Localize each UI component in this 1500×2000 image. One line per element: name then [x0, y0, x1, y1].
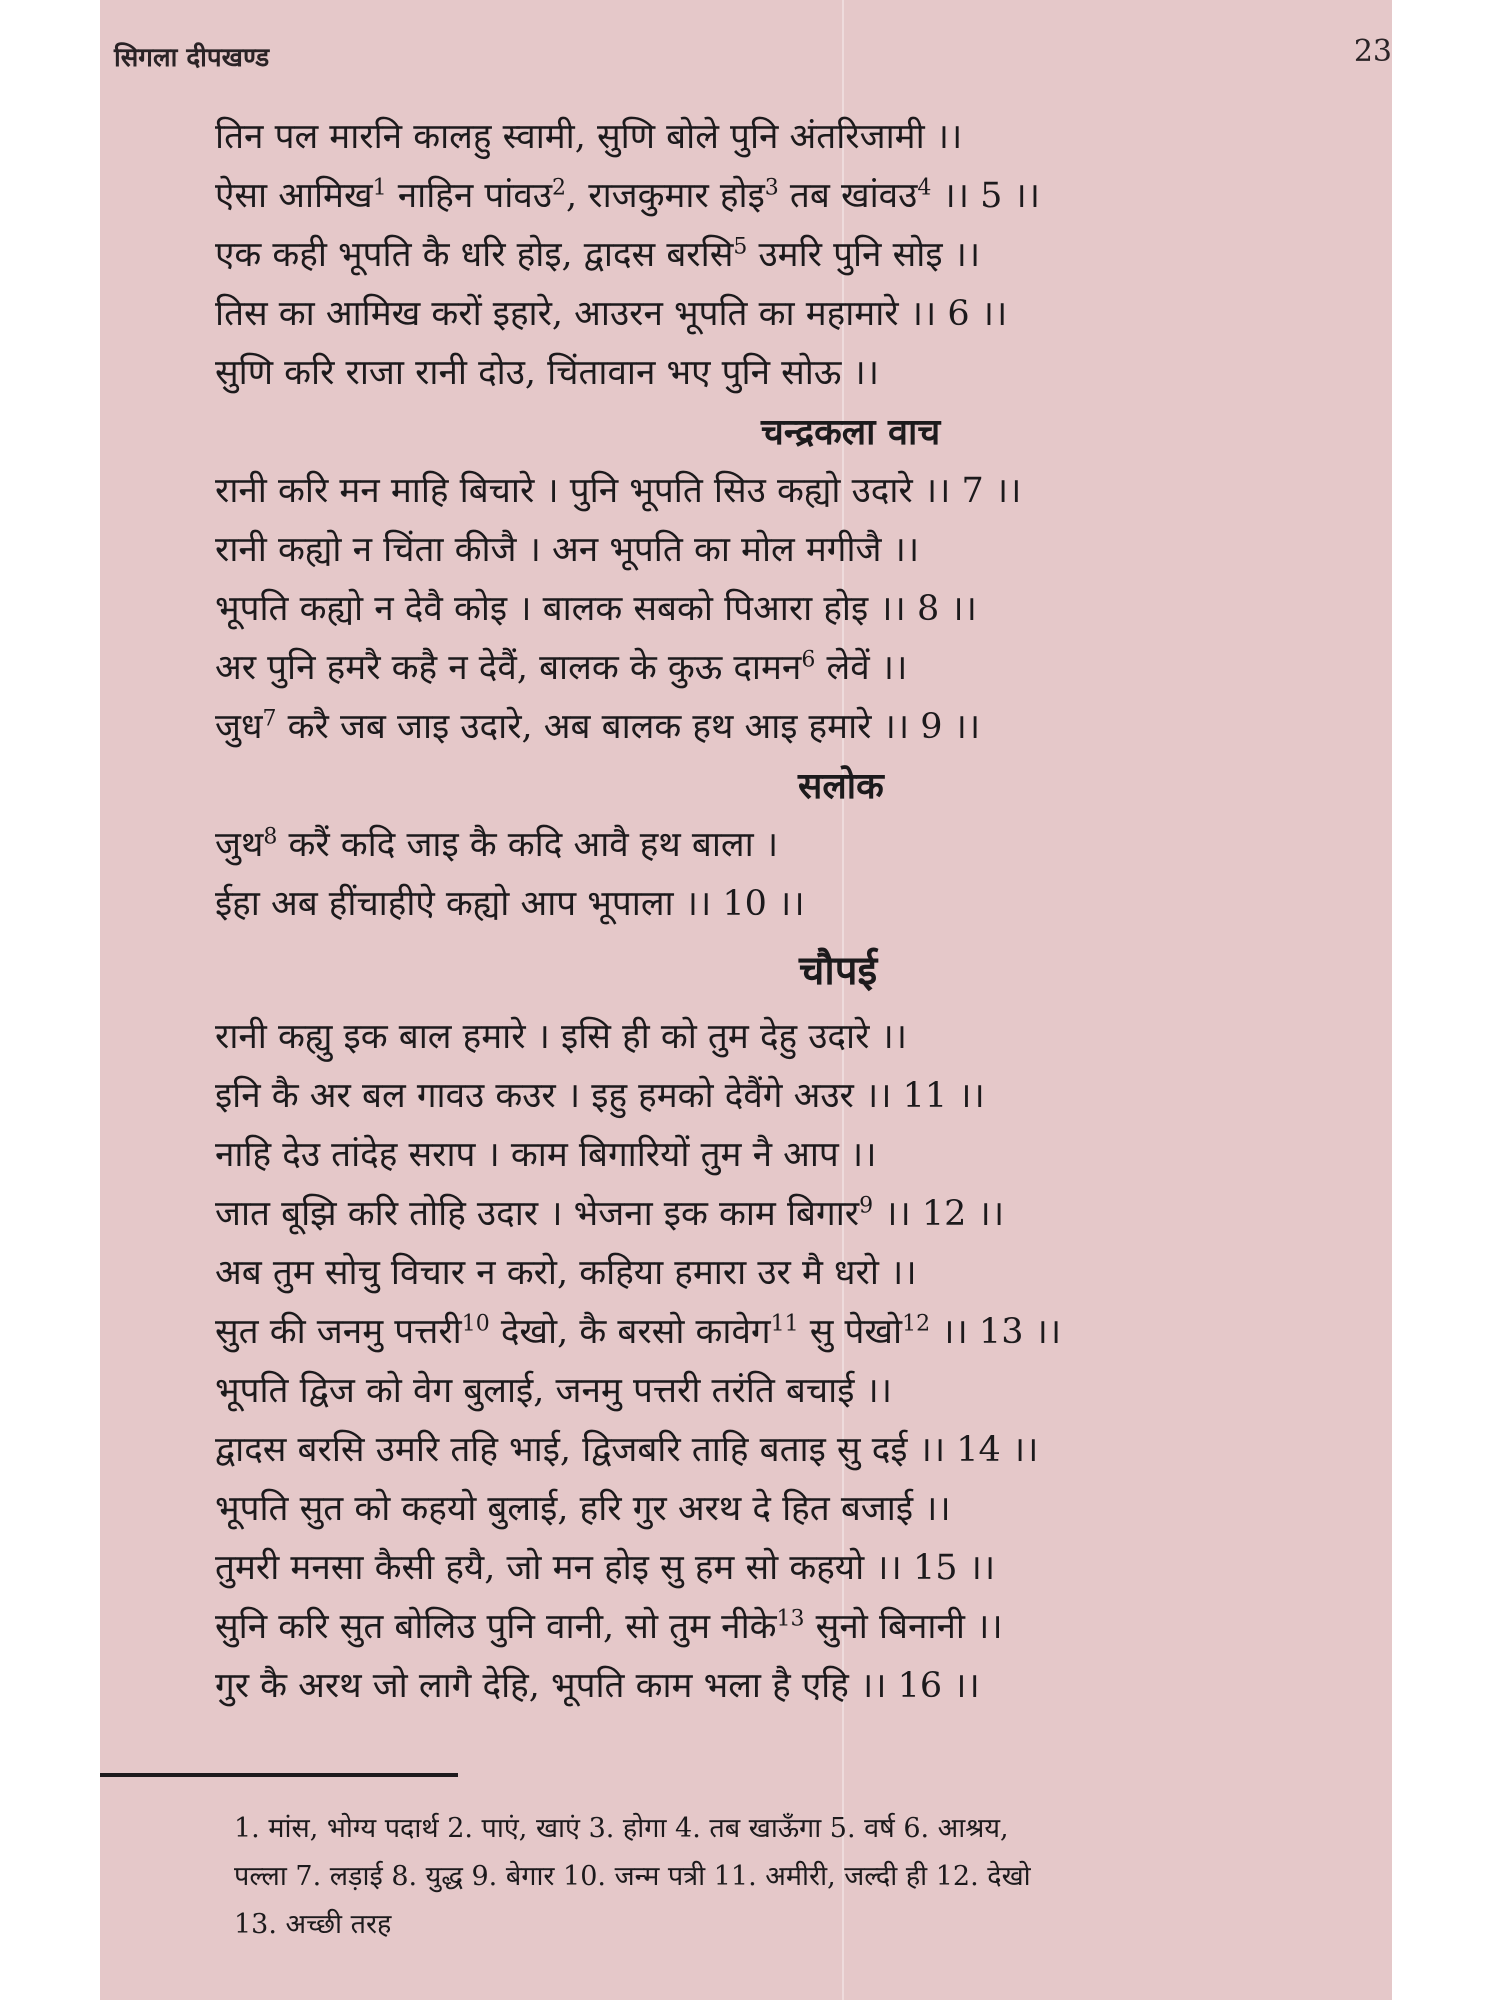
section-heading-chandrakala: चन्द्रकला वाच [761, 411, 941, 453]
footnote-marker: 4 [917, 175, 932, 201]
verse-line: रानी कह्यो न चिंता कीजै । अन भूपति का मोल मगीजै ।। [215, 530, 920, 570]
verse-line: नाहि देउ तांदेह सराप । काम बिगारियों तुम नै आप ।। [215, 1135, 877, 1175]
verse-line: भूपति द्विज को वेग बुलाई, जनमु पत्तरी तरंति बचाई ।। [215, 1371, 893, 1411]
verse-line: जुध$^7$ करै जब जाइ उदारे, अब बालक हथ आइ हमारे ।। 9 ।। [215, 706, 981, 747]
page-number: 23 [1353, 34, 1392, 69]
footnote-marker: 1 [372, 175, 387, 201]
verse-line: एक कही भूपति कै धरि होइ, द्वादस बरसि$^5$ उमरि पुनि सोइ ।। [215, 234, 981, 275]
verse-line: ईहा अब हींचाहीऐ कह्यो आप भूपाला ।। 10 ।। [215, 884, 805, 924]
verse-body [215, 108, 1365, 1716]
footnote-marker: 10 [461, 1311, 490, 1337]
verse-line: अब तुम सोचु विचार न करो, कहिया हमारा उर मै धरो ।। [215, 1253, 917, 1293]
verse-line: रानी करि मन माहि बिचारे । पुनि भूपति सिउ कह्यो उदारे ।। 7 ।। [215, 471, 1022, 511]
footnote-marker: 6 [801, 647, 816, 673]
footnote-marker: 12 [902, 1311, 931, 1337]
verse-line: सुत की जनमु पत्तरी$^{10}$ देखो, कै बरसो कावेग$^{11}$ सु पेखो$^{12}$ ।। 13 ।। [215, 1311, 1062, 1352]
verse-line: भूपति सुत को कहयो बुलाई, हरि गुर अरथ दे हित बजाई ।। [215, 1489, 951, 1529]
footnote-marker: 13 [776, 1606, 805, 1632]
verse-block-1 [215, 108, 1365, 403]
book-page [100, 0, 1392, 2000]
verse-line: तिन पल मारनि कालहु स्वामी, सुणि बोले पुनि अंतरिजामी ।। [215, 117, 963, 157]
verse-line: ऐसा आमिख$^1$ नाहिन पांवउ$^2$, राजकुमार होइ$^3$ तब खांवउ$^4$ ।। 5 ।। [215, 175, 1041, 216]
section-heading-chaupai: चौपई [799, 947, 878, 994]
verse-line: जात बूझि करि तोहि उदार । भेजना इक काम बिगार$^9$ ।। 12 ।। [215, 1193, 1005, 1234]
footnote-marker: 5 [733, 234, 748, 260]
verse-line: द्वादस बरसि उमरि तहि भाई, द्विजबरि ताहि बताइ सु दई ।। 14 ।। [215, 1430, 1039, 1470]
verse-line: सुनि करि सुत बोलिउ पुनि वानी, सो तुम नीके$^{13}$ सुनो बिनानी ।। [215, 1606, 1003, 1647]
verse-line: भूपति कह्यो न देवै कोइ । बालक सबको पिआरा होइ ।। 8 ।। [215, 589, 977, 629]
footnote-line: 1. मांस, भोग्य पदार्थ 2. पाएं, खाएं 3. होगा 4. तब खाऊँगा 5. वर्ष 6. आश्रय, [234, 1813, 1009, 1844]
verse-line: तुमरी मनसा कैसी हयै, जो मन होइ सु हम सो कहयो ।। 15 ।। [215, 1548, 996, 1588]
footnote-marker: 3 [764, 175, 779, 201]
verse-line: गुर कै अरथ जो लागै देहि, भूपति काम भला है एहि ।। 16 ।। [215, 1666, 980, 1706]
footnotes [234, 1805, 1384, 1949]
verse-block-4 [215, 1008, 1365, 1716]
verse-line: सुणि करि राजा रानी दोउ, चिंतावान भए पुनि सोऊ ।। [215, 353, 879, 393]
footnote-marker: 11 [770, 1311, 799, 1337]
verse-line: अर पुनि हमरै कहै न देवैं, बालक के कुऊ दामन$^6$ लेवें ।। [215, 647, 908, 688]
footnote-marker: 7 [262, 706, 277, 732]
section-heading-salok: सलोक [798, 765, 884, 807]
footnote-marker: 2 [552, 175, 567, 201]
footnote-marker: 8 [263, 824, 278, 850]
verse-block-2 [215, 462, 1365, 757]
footnote-line: पल्ला 7. लड़ाई 8. युद्ध 9. बेगार 10. जन्म पत्री 11. अमीरी, जल्दी ही 12. देखो [234, 1861, 1031, 1892]
running-head: सिगला दीपखण्ड [114, 43, 270, 73]
verse-line: इनि कै अर बल गावउ कउर । इहु हमको देवैंगे अउर ।। 11 ।। [215, 1076, 985, 1116]
verse-block-3 [215, 816, 1365, 934]
verse-line: जुथ$^8$ करैं कदि जाइ कै कदि आवै हथ बाला । [215, 824, 779, 865]
footnote-divider [100, 1773, 458, 1777]
footnote-line: 13. अच्छी तरह [234, 1909, 392, 1940]
verse-line: रानी कह्यु इक बाल हमारे । इसि ही को तुम देहु उदारे ।। [215, 1017, 908, 1057]
footnote-marker: 9 [859, 1193, 874, 1219]
verse-line: तिस का आमिख करों इहारे, आउरन भूपति का महामारे ।। 6 ।। [215, 294, 1008, 334]
